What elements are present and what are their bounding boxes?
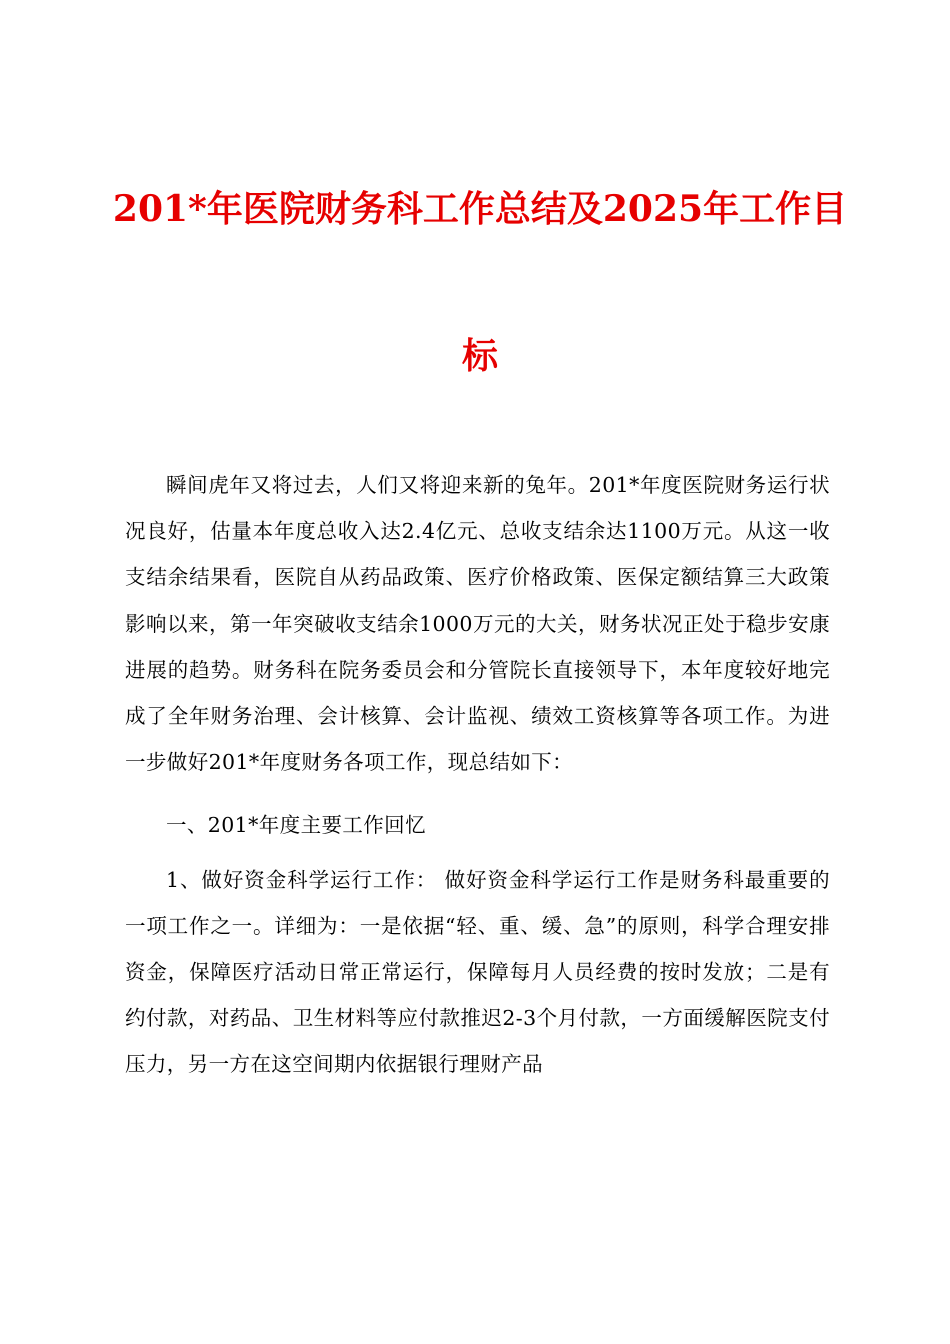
intro-paragraph: 瞬间虎年又将过去，人们又将迎来新的兔年。201*年度医院财务运行状况良好，估量本年度总收入达2.4亿元、总收支结余达1100万元。从这一收支结余结果看，医院自从药品政策、医疗价格政策、医保定额结算三大政策影响以来，第一年突破收支结余1000万元的大关，财务状况正处于稳步安康进展的趋势。财务科在院务委员会和分管院长直接领导下，本年度较好地完成了全年财务治理、会计核算、会计监视、绩效工资核算等各项工作。为进一步做好201*年度财务各项工作，现总结如下： — [125, 473, 830, 775]
document-title-line-1: 201*年医院财务科工作总结及2025年工作目 — [112, 188, 848, 230]
section-heading: 一、201*年度主要工作回忆 — [166, 813, 426, 838]
body-paragraph: 1、做好资金科学运行工作： 做好资金科学运行工作是财务科最重要的一项工作之一。详细为：一是依据“轻、重、缓、急”的原则，科学合理安排资金，保障医疗活动日常正常运行，保障每月人员经费的按时发放；二是有约付款，对药品、卫生材料等应付款推迟2-3个月付款，一方面缓解医院支付压力，另一方在这空间期内依据银行理财产品 — [125, 867, 830, 1077]
document-title-line-2: 标 — [461, 335, 498, 377]
document-body — [125, 462, 830, 1088]
